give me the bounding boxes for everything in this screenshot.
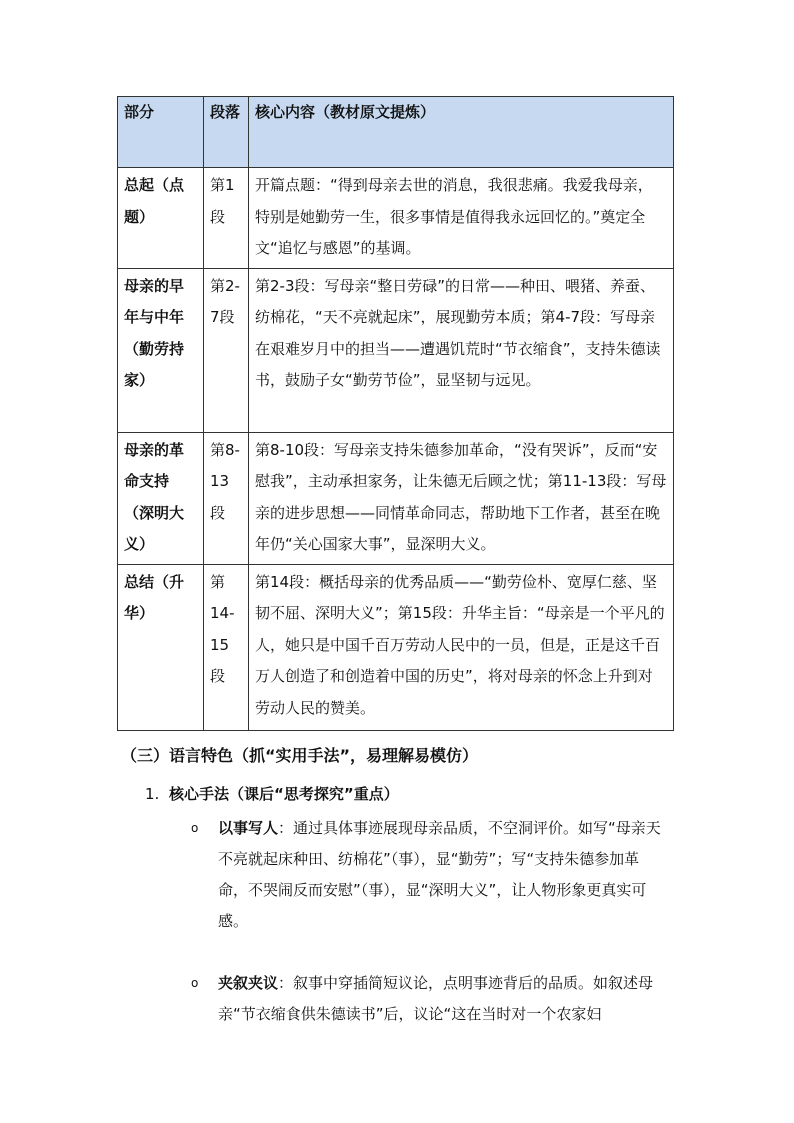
summary-table [117, 96, 674, 731]
table-row [118, 268, 674, 432]
table-row [118, 168, 674, 269]
row-content: 第8-10段：写母亲支持朱德参加革命，“没有哭诉”，反而“安慰我”，主动承担家务，让朱德无后顾之忧；第11-13段：写母亲的进步思想——同情革命同志，帮助地下工作者，甚至在晚年仍“关心国家大事”，显深明大义。 [249, 432, 674, 564]
list-item-body [218, 813, 666, 937]
list-item [191, 968, 666, 1030]
hollow-bullet-icon: o [191, 821, 199, 835]
header-paragraph: 段落 [204, 97, 249, 168]
row-part: 母亲的早年与中年（勤劳持家） [118, 268, 204, 432]
list-item-text: ：通过具体事迹展现母亲品质，不空洞评价。如写“母亲天不亮就起床种田、纺棉花”（事），显“勤劳”；写“支持朱德参加革命，不哭闹反而安慰”（事），显“深明大义”，让人物形象更真实可感。 [218, 819, 661, 930]
row-paragraph: 第1段 [204, 168, 249, 269]
list-item [191, 813, 666, 937]
row-part: 母亲的革命支持（深明大义） [118, 432, 204, 564]
row-paragraph: 第2-7段 [204, 268, 249, 432]
row-content: 第14段：概括母亲的优秀品质——“勤劳俭朴、宽厚仁慈、坚韧不屈、深明大义”；第15段：升华主旨：“母亲是一个平凡的人，她只是中国千百万劳动人民中的一员，但是，正是这千百万人创造了和创造着中国的历史”，将对母亲的怀念上升到对劳动人民的赞美。 [249, 564, 674, 730]
table-header-row [118, 97, 674, 168]
row-part: 总起（点题） [118, 168, 204, 269]
row-paragraph: 第8-13段 [204, 432, 249, 564]
list-item-term: 以事写人 [218, 819, 279, 837]
list-item-text: ：叙事中穿插简短议论，点明事迹背后的品质。如叙述母亲“节衣缩食供朱德读书”后，议论“这在当时对一个农家妇 [218, 974, 654, 1023]
sub-heading-number: 1. [145, 785, 160, 803]
sub-heading [145, 780, 399, 808]
hollow-bullet-icon: o [191, 976, 199, 990]
row-content: 第2-3段：写母亲“整日劳碌”的日常——种田、喂猪、养蚕、纺棉花，“天不亮就起床”，展现勤劳本质；第4-7段：写母亲在艰难岁月中的担当——遭遇饥荒时“节衣缩食”，支持朱德读书，鼓励子女“勤劳节俭”，显坚韧与远见。 [249, 268, 674, 432]
header-content: 核心内容（教材原文提炼） [249, 97, 674, 168]
header-part: 部分 [118, 97, 204, 168]
list-item-body [218, 968, 666, 1030]
sub-heading-title: 核心手法（课后“思考探究”重点） [169, 785, 399, 803]
section-heading: （三）语言特色（抓“实用手法”，易理解易模仿） [121, 746, 479, 765]
row-content: 开篇点题：“得到母亲去世的消息，我很悲痛。我爱我母亲，特别是她勤劳一生，很多事情是值得我永远回忆的。”奠定全文“追忆与感恩”的基调。 [249, 168, 674, 269]
table-row [118, 432, 674, 564]
row-part: 总结（升华） [118, 564, 204, 730]
list-item-term: 夹叙夹议 [218, 974, 279, 992]
row-paragraph: 第14-15段 [204, 564, 249, 730]
table-row [118, 564, 674, 730]
